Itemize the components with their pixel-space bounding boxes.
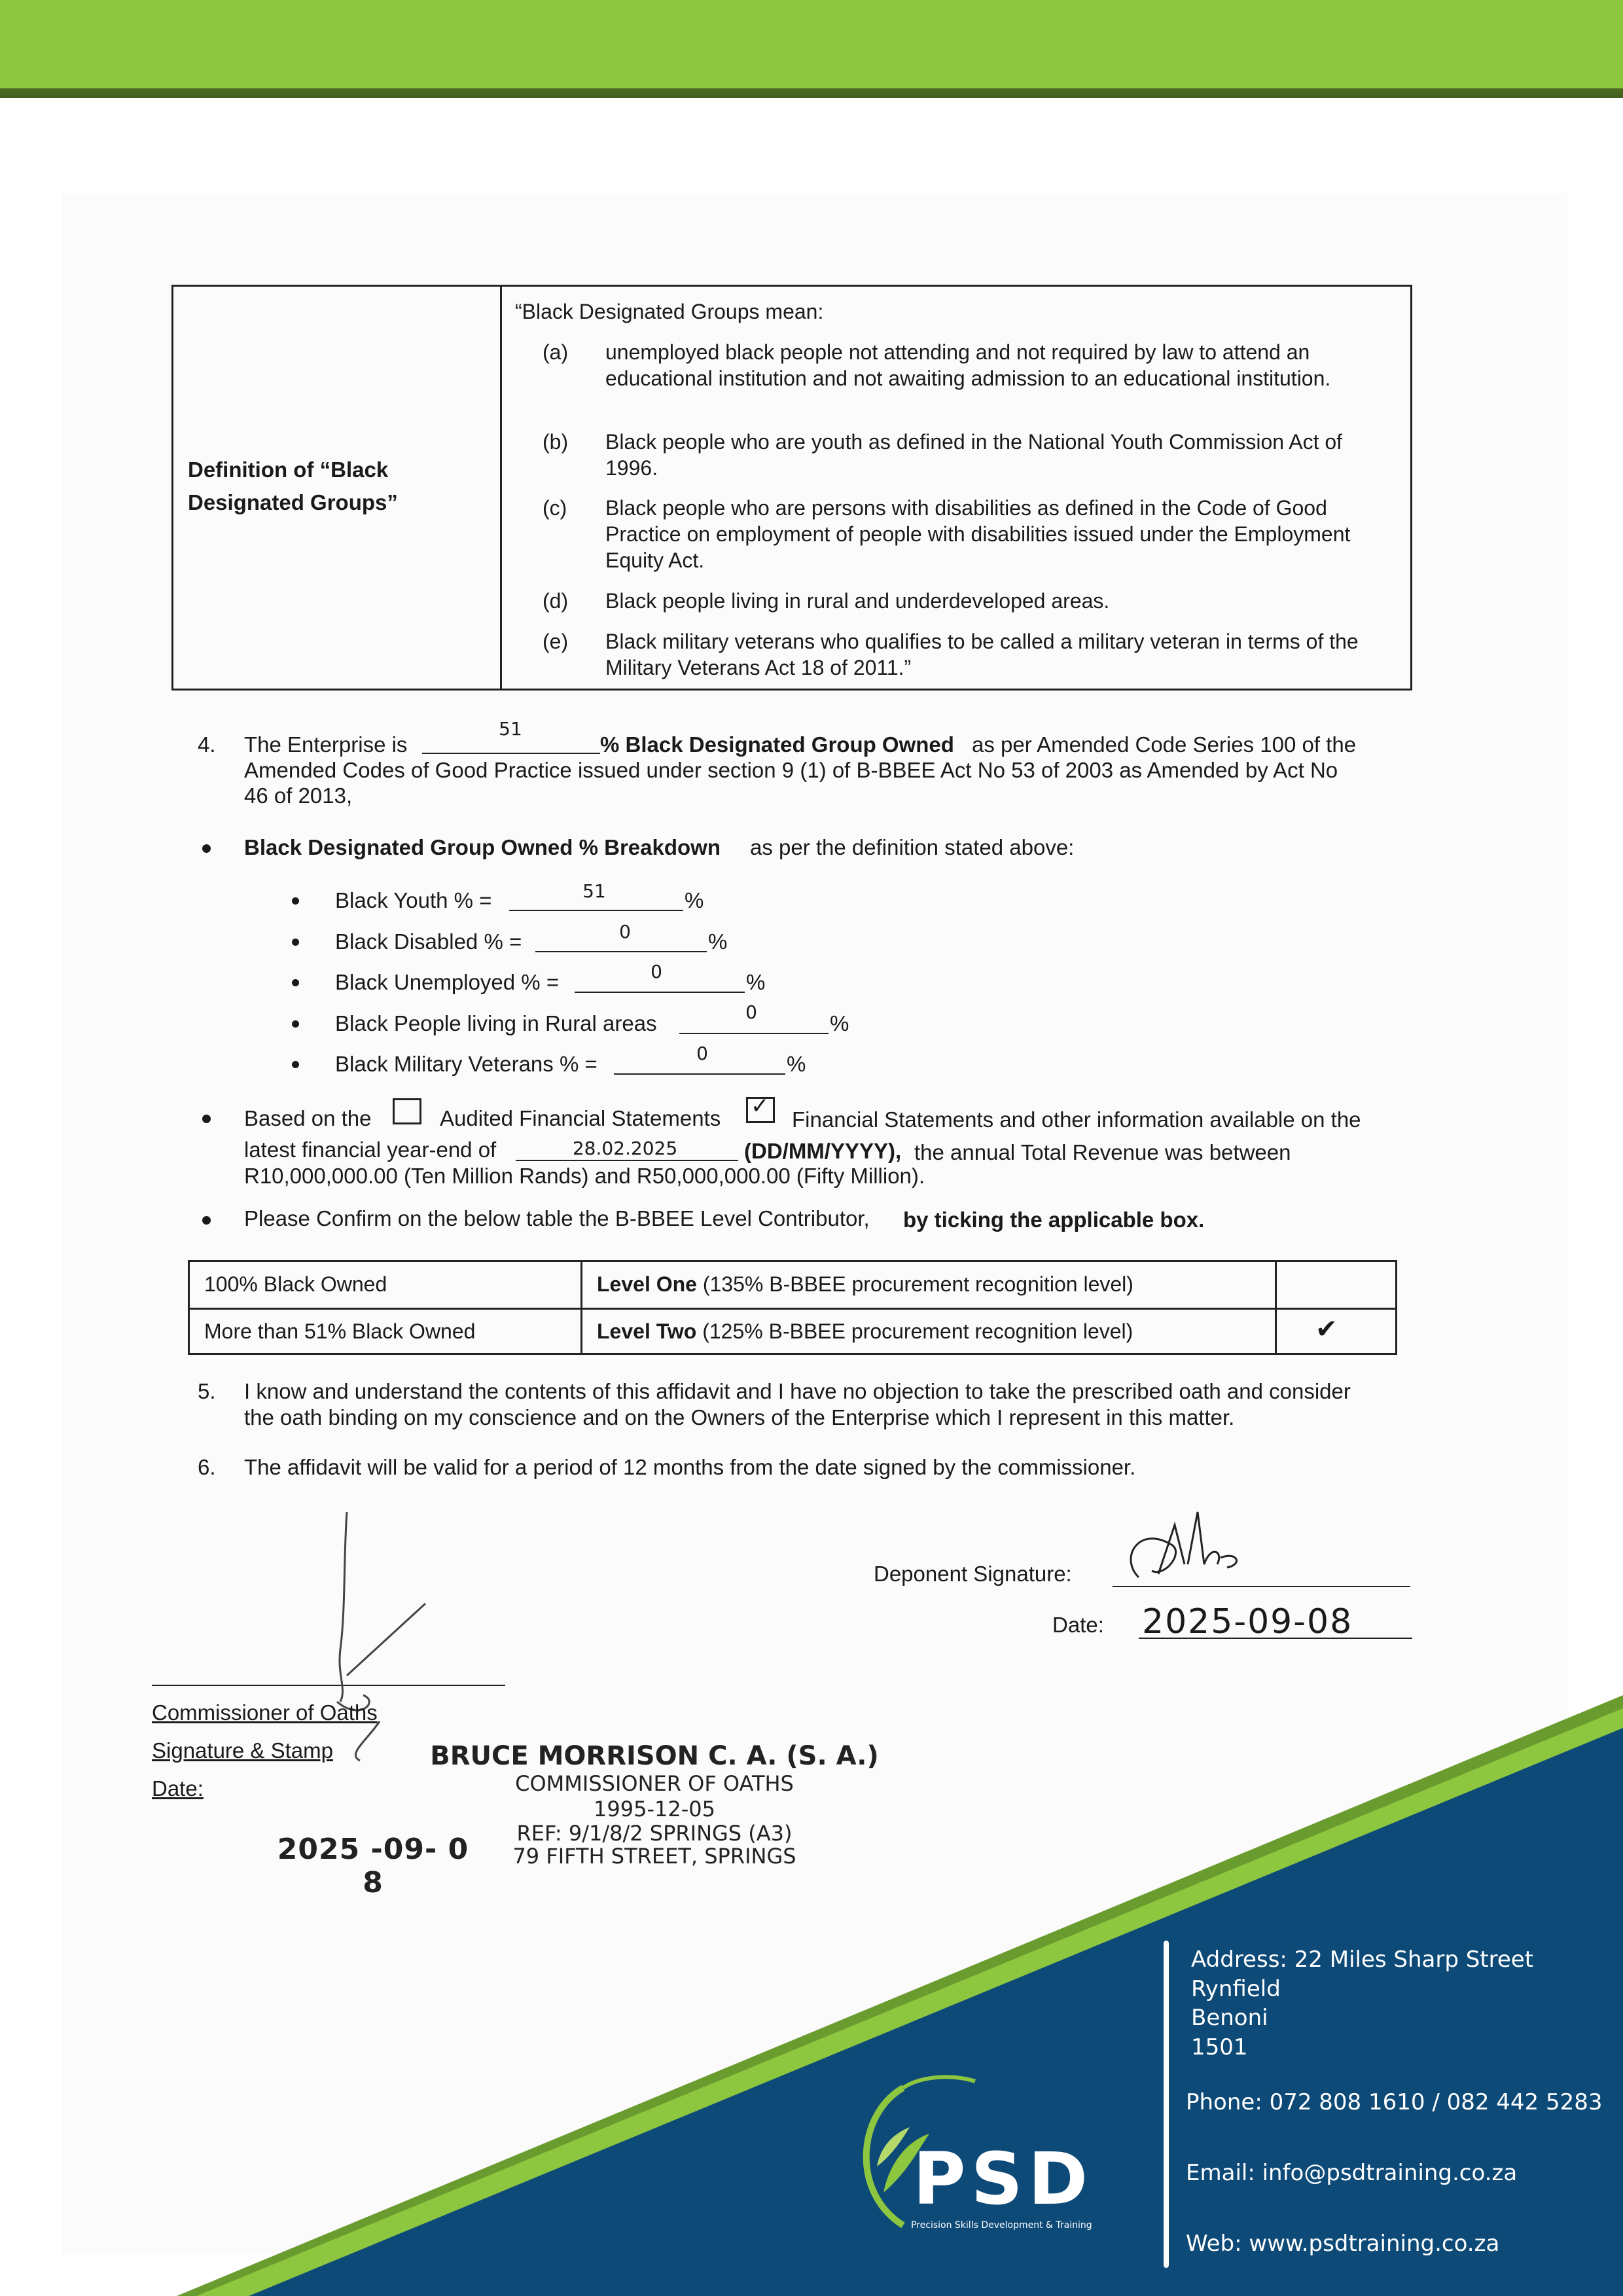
footer-divider xyxy=(1164,1941,1169,2268)
deponent-signature-label: Deponent Signature: xyxy=(874,1562,1072,1586)
clause-6-number: 6. xyxy=(198,1455,216,1479)
item-label: (a) xyxy=(543,340,569,364)
signature-date-value: 2025-09-08 xyxy=(1142,1602,1353,1641)
logo-text: PSD xyxy=(913,2137,1094,2221)
breakdown-value: 0 xyxy=(619,921,631,942)
item-label: (b) xyxy=(543,430,569,454)
level-tick-cell[interactable]: ✔ xyxy=(1315,1314,1338,1344)
breakdown-value: 0 xyxy=(745,1001,757,1023)
definition-title: Definition of “Black Designated Groups” xyxy=(188,457,398,514)
financial-latest: latest financial year-end of xyxy=(244,1138,497,1162)
breakdown-value: 0 xyxy=(651,961,662,982)
email-link[interactable]: Email: info@psdtraining.co.za xyxy=(1186,2160,1518,2186)
item-text: Black people who are persons with disabilities as defined in the Code of Good Practice on employment of people with disabilities issued under the Employment Equity Act. xyxy=(605,496,1351,572)
breakdown-suffix: % xyxy=(830,1011,849,1035)
financial-based-on: Based on the xyxy=(244,1106,372,1130)
stamp-title: COMMISSIONER OF OATHS xyxy=(515,1771,794,1796)
item-text: unemployed black people not attending and not required by law to attend an educational institution and not awaiting admission to an educational institution. xyxy=(605,340,1331,390)
breakdown-suffix: % xyxy=(685,888,704,912)
address-line: Address: 22 Miles Sharp Street xyxy=(1191,1946,1534,1973)
financial-format: (DD/MM/YYYY), xyxy=(744,1139,902,1163)
checkbox-tick-icon: ✓ xyxy=(751,1093,770,1119)
item-text: Black people who are youth as defined in the National Youth Commission Act of 1996. xyxy=(605,430,1343,480)
breakdown-label: Black Military Veterans % = xyxy=(335,1052,597,1076)
financial-revenue: the annual Total Revenue was between xyxy=(914,1140,1291,1164)
confirm-bold: by ticking the applicable box. xyxy=(903,1208,1205,1232)
item-label: (e) xyxy=(543,630,569,653)
clause-4-bold: % Black Designated Group Owned xyxy=(600,732,954,757)
item-text: Black military veterans who qualifies to be called a military veteran in terms of the Military Veterans Act 18 of 2011.” xyxy=(605,630,1359,679)
signature-date-label: Date: xyxy=(1052,1613,1104,1637)
breakdown-heading-rest: as per the definition stated above: xyxy=(750,835,1075,859)
financial-other-label: Financial Statements and other information available on the xyxy=(792,1107,1361,1132)
breakdown-suffix: % xyxy=(708,929,728,954)
clause-4-prefix: The Enterprise is xyxy=(244,732,408,757)
web-link[interactable]: Web: www.psdtraining.co.za xyxy=(1186,2231,1500,2257)
stamp-date: 2025 -09- 0 8 xyxy=(277,1833,469,1899)
stamp-address: 79 FIFTH STREET, SPRINGS xyxy=(512,1844,796,1869)
clause-6-text: The affidavit will be valid for a period of 12 months from the date signed by the commissioner. xyxy=(244,1455,1136,1479)
breakdown-value: 51 xyxy=(582,880,606,902)
address-line: Rynfield xyxy=(1191,1976,1281,2002)
clause-5-line2: the oath binding on my conscience and on the Owners of the Enterprise which I represent in this matter. xyxy=(244,1405,1235,1429)
clause-4-number: 4. xyxy=(198,732,216,757)
breakdown-heading: Black Designated Group Owned % Breakdown xyxy=(244,835,721,859)
breakdown-label: Black Unemployed % = xyxy=(335,970,560,994)
logo-tagline: Precision Skills Development & Training xyxy=(911,2220,1092,2231)
breakdown-label: Black People living in Rural areas xyxy=(335,1011,657,1035)
address-line: Benoni xyxy=(1191,2005,1268,2031)
stamp-ref: REF: 9/1/8/2 SPRINGS (A3) xyxy=(516,1821,793,1846)
item-label: (d) xyxy=(543,589,569,613)
clause-4-line2: Amended Codes of Good Practice issued under section 9 (1) of B-BBEE Act No 53 of 2003 as Amended by Act No xyxy=(244,758,1338,782)
level-name: Level One xyxy=(597,1272,697,1296)
definition-heading: “Black Designated Groups mean: xyxy=(515,300,824,323)
clause-5-number: 5. xyxy=(198,1379,216,1403)
financial-date-value: 28.02.2025 xyxy=(572,1138,678,1159)
clause-5-line1: I know and understand the contents of this affidavit and I have no objection to take the prescribed oath and consider xyxy=(244,1379,1351,1403)
address-line: 1501 xyxy=(1191,2034,1248,2060)
item-text: Black people living in rural and underdeveloped areas. xyxy=(605,589,1110,613)
breakdown-suffix: % xyxy=(746,970,766,994)
breakdown-suffix: % xyxy=(787,1052,806,1076)
level-name: Level Two xyxy=(597,1319,697,1343)
confirm-text: Please Confirm on the below table the B-BBEE Level Contributor, xyxy=(244,1206,870,1230)
clause-4-rest: as per Amended Code Series 100 of the xyxy=(972,732,1357,757)
breakdown-label: Black Youth % = xyxy=(335,888,492,912)
breakdown-value: 0 xyxy=(696,1043,708,1064)
commissioner-date-label: Date: xyxy=(152,1776,204,1801)
financial-audited-label: Audited Financial Statements xyxy=(440,1106,721,1130)
commissioner-label: Commissioner of Oaths xyxy=(152,1700,378,1725)
stamp-year: 1995-12-05 xyxy=(594,1797,715,1821)
financial-line3: R10,000,000.00 (Ten Million Rands) and R50,000,000.00 (Fifty Million). xyxy=(244,1164,925,1188)
stamp-name: BRUCE MORRISON C. A. (S. A.) xyxy=(430,1741,879,1771)
phone-text: Phone: 072 808 1610 / 082 442 5283 xyxy=(1186,2089,1603,2115)
ownership-cell: More than 51% Black Owned xyxy=(204,1319,476,1343)
clause-4-value: 51 xyxy=(499,718,522,740)
clause-4-line3: 46 of 2013, xyxy=(244,783,353,808)
ownership-cell: 100% Black Owned xyxy=(204,1272,387,1296)
level-detail: (135% B-BBEE procurement recognition level) xyxy=(702,1272,1133,1296)
item-label: (c) xyxy=(543,496,567,520)
signature-stamp-label: Signature & Stamp xyxy=(152,1738,333,1763)
level-detail: (125% B-BBEE procurement recognition level) xyxy=(702,1319,1133,1343)
breakdown-label: Black Disabled % = xyxy=(335,929,522,954)
